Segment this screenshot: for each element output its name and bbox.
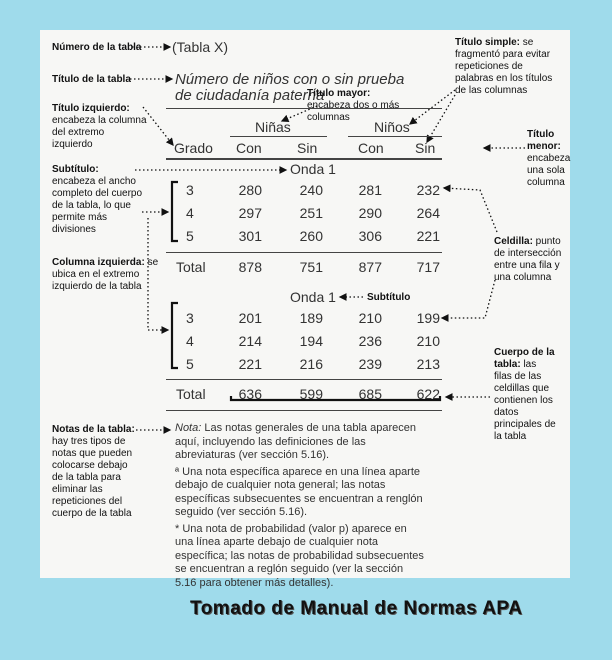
table-title-line1: Número de niños con o sin prueba — [175, 71, 405, 88]
grade-cell: 4 — [186, 205, 194, 221]
data-cell: 210 — [416, 333, 440, 349]
subtitle: Onda 1 — [290, 289, 336, 305]
total-cell: 685 — [358, 386, 382, 402]
data-cell: 221 — [238, 356, 262, 372]
spanner-rule — [348, 136, 442, 137]
column-header: Grado — [174, 140, 213, 156]
grade-cell: 5 — [186, 228, 194, 244]
annotation-mayor: Título mayor: encabeza dos o más columnas — [307, 88, 400, 123]
table-number: (Tabla X) — [172, 39, 229, 55]
annotation-cuerpo: Cuerpo de la tabla: las filas de las celdillas que contienen los datos principales de la tabla — [494, 347, 556, 442]
annotation-subtitulo2: Subtítulo — [367, 292, 411, 303]
rule-header — [166, 158, 442, 160]
annotation-numero: Número de la tabla — [52, 42, 142, 53]
general-note — [175, 422, 425, 463]
table-title-line2: de ciudadanía paterna — [175, 87, 325, 104]
data-cell: 210 — [358, 310, 382, 326]
data-cell: 251 — [299, 205, 323, 221]
total-cell: 622 — [416, 386, 440, 402]
total-cell: 599 — [299, 386, 323, 402]
table-notes — [175, 422, 425, 593]
data-cell: 199 — [416, 310, 440, 326]
annotation-titulo: Título de la tabla — [52, 74, 131, 85]
data-cell: 216 — [299, 356, 323, 372]
data-cell: 194 — [299, 333, 323, 349]
column-header: Con — [236, 140, 262, 156]
spanner-ninos: Niños — [374, 119, 410, 135]
footer-caption: Tomado de Manual de Normas APA — [190, 598, 523, 619]
spanner-rule — [230, 136, 327, 137]
note-text: Las notas generales de una tabla aparecen aquí, incluyendo las definiciones de las abreviaturas (ver sección 5.16). — [175, 422, 416, 461]
grade-cell: 3 — [186, 182, 194, 198]
data-cell: 236 — [358, 333, 382, 349]
rule-total — [166, 379, 442, 380]
grade-cell: 5 — [186, 356, 194, 372]
data-cell: 281 — [358, 182, 382, 198]
data-cell: 221 — [416, 228, 440, 244]
annotation-simple: Título simple: se fragmentó para evitar repeticiones de palabras en los títulos de las columnas — [455, 37, 553, 96]
total-cell: 751 — [299, 259, 323, 275]
rule-bottom — [166, 410, 442, 411]
column-header: Con — [358, 140, 384, 156]
data-cell: 189 — [299, 310, 323, 326]
data-cell: 239 — [358, 356, 382, 372]
probability-note: * Una nota de probabilidad (valor p) aparece en una línea aparte debajo de cualquier nota específica; las notas de probabilidad subsecuentes se encuentran a reglón seguido (ver la sección 5.16 para obtener más detalles). — [175, 522, 424, 589]
data-cell: 214 — [238, 333, 262, 349]
data-cell: 301 — [238, 228, 262, 244]
total-cell: 636 — [238, 386, 262, 402]
note-label: Nota: — [175, 422, 202, 434]
data-cell: 201 — [238, 310, 262, 326]
annotation-notas: Notas de la tabla: hay tres tipos de notas que pueden colocarse debajo de la tabla para eliminar las repeticiones del cuerpo de la tabla — [52, 424, 135, 519]
grade-cell: 4 — [186, 333, 194, 349]
total-cell: 877 — [358, 259, 382, 275]
subtitle: Onda 1 — [290, 161, 336, 177]
annotation-menor: Título menor: encabeza una sola columna — [527, 129, 571, 188]
specific-note: ª Una nota específica aparece en una línea aparte debajo de cualquier nota general; las notas específicas subsecuentes se encuentran a renglón seguido (ver sección 5.16). — [175, 465, 423, 518]
data-cell: 306 — [358, 228, 382, 244]
total-label: Total — [176, 259, 206, 275]
data-cell: 240 — [299, 182, 323, 198]
total-label: Total — [176, 386, 206, 402]
total-cell: 878 — [238, 259, 262, 275]
annotation-izquierdo: Título izquierdo: encabeza la columna del extremo izquierdo — [52, 103, 147, 150]
data-cell: 297 — [238, 205, 262, 221]
annotation-subtitulo: Subtítulo: encabeza el ancho completo del cuerpo de la tabla, lo que permite más divisiones — [52, 164, 143, 235]
column-header: Sin — [297, 140, 318, 156]
data-cell: 260 — [299, 228, 323, 244]
data-cell: 280 — [238, 182, 262, 198]
annotation-celdilla: Celdilla: punto de intersección entre una fila y una columna — [494, 236, 562, 283]
data-cell: 290 — [358, 205, 382, 221]
grade-cell: 3 — [186, 310, 194, 326]
rule-total — [166, 252, 442, 253]
annotation-columna: Columna izquierda: se ubica en el extremo izquierdo de la tabla — [52, 257, 159, 292]
data-cell: 213 — [416, 356, 440, 372]
spanner-ninas: Niñas — [255, 119, 291, 135]
total-cell: 717 — [416, 259, 440, 275]
data-cell: 232 — [416, 182, 440, 198]
data-cell: 264 — [416, 205, 440, 221]
column-header: Sin — [415, 140, 436, 156]
